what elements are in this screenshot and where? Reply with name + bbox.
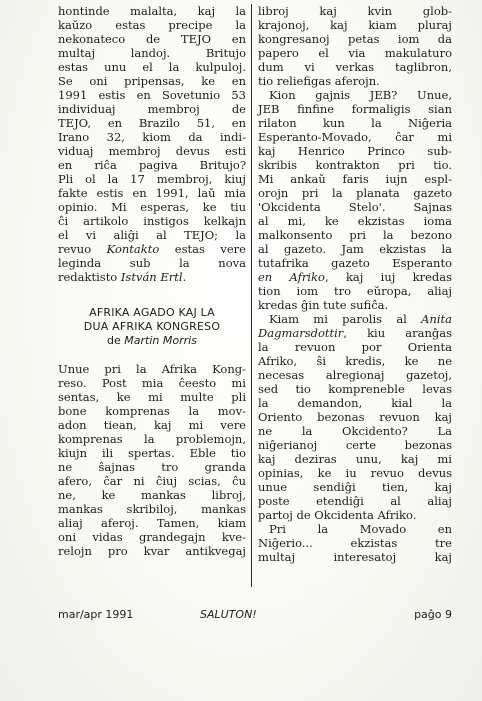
text-line: malkonsento pri la bezono xyxy=(258,228,452,242)
text-line: multaj landoj. Britujo xyxy=(58,46,246,60)
text-line: Mi ankaŭ faris iujn espl- xyxy=(258,172,452,186)
page-number: paĝo 9 xyxy=(414,608,452,621)
text-line: redaktisto István Ertl. xyxy=(58,270,187,284)
text-line: la demandon, kial la xyxy=(258,396,452,410)
text-line: en Afriko, kaj iuj kredas xyxy=(258,270,453,284)
text-line: Unue pri la Afrika Kong- xyxy=(58,362,246,376)
text-line: 1991 estis en Sovetunio 53 xyxy=(58,88,246,102)
article-paragraph xyxy=(258,4,452,88)
text-line: komprenas la problemojn, xyxy=(58,432,246,446)
text-line: nekonateco de TEJO en xyxy=(58,32,246,46)
text-line: tutafrika gazeto Esperanto xyxy=(258,256,452,270)
text-line: aliaj aferoj. Tamen, kiam xyxy=(58,516,246,530)
text-line: Oriento bezonas revuon kaj xyxy=(258,410,452,424)
text-line: revuo Kontakto estas vere xyxy=(58,242,246,256)
text-line: Irano 32, kiom da indi- xyxy=(58,130,246,144)
text-line: bone komprenas la mov- xyxy=(58,404,246,418)
left-column xyxy=(58,4,246,558)
text-line: oni vidas grandegajn kve- xyxy=(58,530,246,544)
text-line: adon tiean, kaj mi vere xyxy=(58,418,246,432)
issue-date: mar/apr 1991 xyxy=(58,608,134,621)
text-line: sed tio kompreneble levas xyxy=(258,382,452,396)
person-name: Dagmarsdottir xyxy=(258,326,344,340)
text-line: krajonoj, kaj kiam pluraj xyxy=(258,18,452,32)
text-line: JEB finfine formaligis sian xyxy=(258,102,452,116)
person-name: Anita xyxy=(421,312,452,326)
text-line: kaŭzo estas precipe la xyxy=(58,18,246,32)
text-line: estas unu el la kulpuloj. xyxy=(58,60,246,74)
text-line: ne ŝajnas tro granda xyxy=(58,460,246,474)
text-line: opinio. Mi esperas, ke tiu xyxy=(58,200,246,214)
article-paragraph xyxy=(58,362,246,558)
article-paragraph xyxy=(258,340,452,522)
text-line: individuaj membroj de xyxy=(58,102,246,116)
text-line: viduaj membroj devus esti xyxy=(58,144,246,158)
text-line: fakte estis en 1991, laŭ mia xyxy=(58,186,246,200)
text-line: leginda sub la nova xyxy=(58,256,246,270)
text-line: tio reliefigas aferojn. xyxy=(258,74,380,88)
text-line: niĝerianoj certe bezonas xyxy=(258,438,452,452)
column-divider xyxy=(251,4,252,587)
text-line: al mi, ke ekzistas ioma xyxy=(258,214,452,228)
article-heading-line-1: AFRIKA AGADO KAJ LA xyxy=(89,306,215,319)
text-line: el vi aliĝi al TEJO; la xyxy=(58,228,246,242)
text-line: ĉi artikolo instigos kelkajn xyxy=(58,214,246,228)
text-line: necesas alregionaj gazetoj, xyxy=(258,368,452,382)
author-name: Martin Morris xyxy=(124,334,197,347)
text-line: kaj deziras unu, kaj mi xyxy=(258,452,452,466)
text-line: opinias, ke iu revuo devus xyxy=(258,466,452,480)
text-line: sentas, ke mi multe pli xyxy=(58,390,246,404)
article-paragraph xyxy=(258,284,452,312)
text-line: kongresanoj petas iom da xyxy=(258,32,452,46)
gazette-title: en Afriko xyxy=(258,270,325,284)
right-column xyxy=(258,4,452,564)
page-footer xyxy=(58,608,452,624)
text-line: Esperanto-Movado, ĉar mi xyxy=(258,130,452,144)
text-line: Kion gajnis JEB? Unue, xyxy=(269,88,452,102)
text-line: Pri la Movado en xyxy=(269,522,452,536)
text-line: al gazeto. Jam ekzistas la xyxy=(258,242,452,256)
text-line: tion iom tro eŭropa, aliaj xyxy=(258,284,452,298)
text-line: libroj kaj kvin glob- xyxy=(258,4,452,18)
text-line: unue sendiĝi tien, kaj xyxy=(258,480,452,494)
text-line: dum vi verkas taglibron, xyxy=(258,60,452,74)
article-byline: de Martin Morris xyxy=(107,334,197,347)
text-line: Pli ol la 17 membroj, kiuj xyxy=(58,172,246,186)
article-paragraph xyxy=(58,4,246,242)
text-line: relojn pro kvar antikvegaj xyxy=(58,544,246,558)
text-line: multaj interesatoj kaj xyxy=(258,550,452,564)
text-line: ne, ke mankas libroj, xyxy=(58,488,246,502)
text-line: kaj Henrico Princo sub- xyxy=(258,144,452,158)
text-line: reso. Post mia ĉeesto mi xyxy=(58,376,246,390)
text-line: Dagmarsdottir, kiu aranĝas xyxy=(258,326,452,340)
article-heading-line-2: DUA AFRIKA KONGRESO xyxy=(83,320,221,333)
magazine-title: SALUTON! xyxy=(200,608,257,621)
text-line: TEJO, en Brazilo 51, en xyxy=(58,116,246,130)
text-line: Afriko, ŝi kredis, ke ne xyxy=(258,354,452,368)
text-line: 'Okcidenta Stelo'. Sajnas xyxy=(258,200,452,214)
text-line: hontinde malalta, kaj la xyxy=(58,4,246,18)
text-line: poste etendiĝi al aliaj xyxy=(258,494,452,508)
text-line: Kiam mi parolis al Anita xyxy=(269,312,452,326)
text-line: partoj de Okcidenta Afriko. xyxy=(258,508,417,522)
text-line: rilaton kun la Niĝeria xyxy=(258,116,452,130)
text-line: papero el via makulaturo xyxy=(258,46,452,60)
editor-name: István Ertl. xyxy=(120,270,187,284)
text-line: kiujn ili spertas. Eble tio xyxy=(58,446,246,460)
article-paragraph xyxy=(258,88,452,270)
text-line: en riĉa pagiva Britujo? xyxy=(58,158,246,172)
article-paragraph xyxy=(258,522,452,564)
text-line: afero, ĉar ni ĉiuj scias, ĉu xyxy=(58,474,246,488)
text-line: kredas ĝin tute sufiĉa. xyxy=(258,298,389,312)
text-line: ne la Okcidento? La xyxy=(258,424,452,438)
text-line: Se oni pripensas, ke en xyxy=(58,74,246,88)
text-line: mankas skribiloj, mankas xyxy=(58,502,246,516)
magazine-name: Kontakto xyxy=(106,242,160,256)
text-line: skribis kontrakton pri tio. xyxy=(258,158,452,172)
text-line: la revuon por Orienta xyxy=(258,340,452,354)
text-line: orojn pri la planata gazeto xyxy=(258,186,452,200)
text-line: Niĝerio... ekzistas tre xyxy=(258,536,452,550)
